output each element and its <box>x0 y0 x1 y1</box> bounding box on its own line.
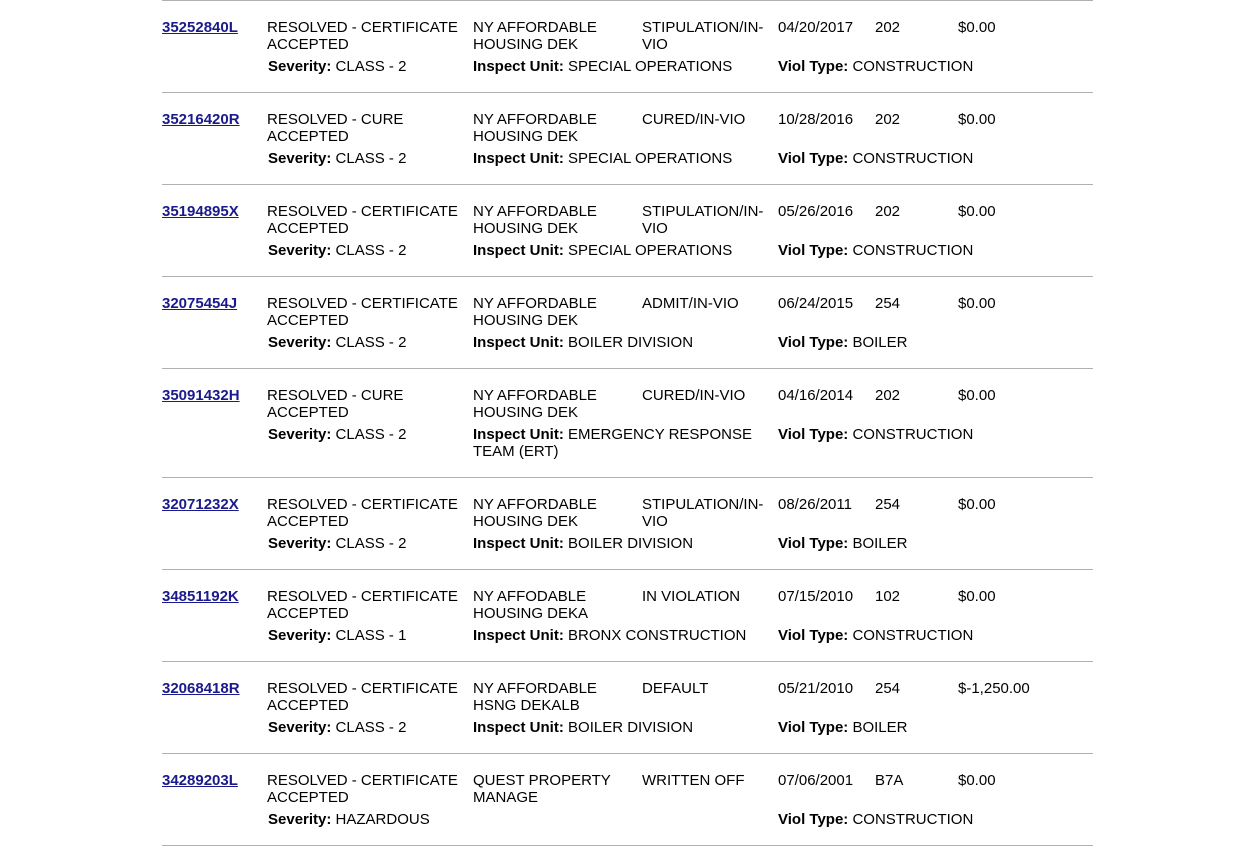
violation-id-link[interactable]: 35216420R <box>162 111 240 128</box>
code-text: 202 <box>875 203 901 220</box>
list-item <box>162 0 1093 92</box>
inspect-unit-label: Inspect Unit: <box>473 334 564 351</box>
viol-type-label: Viol Type: <box>778 334 849 351</box>
viol-type-value: CONSTRUCTION <box>852 426 974 443</box>
severity-label: Severity: <box>268 535 332 552</box>
code-text: B7A <box>875 772 904 789</box>
amount-text: $0.00 <box>958 19 996 36</box>
status-text: RESOLVED - CERTIFICATE ACCEPTED <box>267 772 458 806</box>
viol-type-label: Viol Type: <box>778 242 849 259</box>
inspect-unit-value: BOILER DIVISION <box>568 334 694 351</box>
inspect-unit-label: Inspect Unit: <box>473 627 564 644</box>
severity-label: Severity: <box>268 426 332 443</box>
violations-list <box>162 0 1093 846</box>
inspect-unit-field <box>473 426 763 460</box>
list-item <box>162 661 1093 753</box>
viol-type-label: Viol Type: <box>778 627 849 644</box>
severity-label: Severity: <box>268 811 332 828</box>
severity-label: Severity: <box>268 627 332 644</box>
viol-type-value: CONSTRUCTION <box>852 811 974 828</box>
disposition-text: STIPULATION/IN-VIO <box>642 496 764 530</box>
severity-label: Severity: <box>268 150 332 167</box>
date-text: 08/26/2011 <box>778 496 852 513</box>
inspect-unit-field <box>473 535 763 552</box>
code-text: 254 <box>875 680 901 697</box>
severity-field <box>268 334 406 351</box>
violation-id-cell <box>162 772 262 789</box>
respondent-text: NY AFFORDABLE HOUSING DEK <box>473 111 597 145</box>
viol-type-value: CONSTRUCTION <box>852 627 974 644</box>
violation-id-cell <box>162 387 262 404</box>
viol-type-value: BOILER <box>852 719 908 736</box>
viol-type-label: Viol Type: <box>778 426 849 443</box>
disposition-text: ADMIT/IN-VIO <box>642 295 739 312</box>
inspect-unit-label: Inspect Unit: <box>473 150 564 167</box>
amount-text: $0.00 <box>958 588 996 605</box>
severity-field <box>268 58 406 75</box>
viol-type-field <box>778 719 908 736</box>
status-text: RESOLVED - CERTIFICATE ACCEPTED <box>267 19 458 53</box>
amount-text: $0.00 <box>958 387 996 404</box>
amount-text: $0.00 <box>958 295 996 312</box>
violation-id-link[interactable]: 35252840L <box>162 19 238 36</box>
amount-text: $0.00 <box>958 496 996 513</box>
date-text: 07/15/2010 <box>778 588 854 605</box>
viol-type-field <box>778 535 908 552</box>
respondent-text: QUEST PROPERTY MANAGE <box>473 772 611 806</box>
violation-id-cell <box>162 680 262 697</box>
inspect-unit-field <box>473 627 763 644</box>
viol-type-field <box>778 150 973 167</box>
respondent-text: NY AFFORDABLE HSNG DEKALB <box>473 680 597 714</box>
inspect-unit-value: BOILER DIVISION <box>568 719 694 736</box>
amount-text: $0.00 <box>958 203 996 220</box>
code-text: 202 <box>875 19 901 36</box>
severity-value: CLASS - 2 <box>335 426 407 443</box>
status-text: RESOLVED - CERTIFICATE ACCEPTED <box>267 680 458 714</box>
viol-type-field <box>778 334 908 351</box>
amount-text: $-1,250.00 <box>958 680 1030 697</box>
viol-type-label: Viol Type: <box>778 150 849 167</box>
inspect-unit-label: Inspect Unit: <box>473 58 564 75</box>
date-text: 04/16/2014 <box>778 387 854 404</box>
respondent-text: NY AFFORDABLE HOUSING DEK <box>473 203 597 237</box>
list-item <box>162 92 1093 184</box>
inspect-unit-value: SPECIAL OPERATIONS <box>568 150 733 167</box>
viol-type-value: CONSTRUCTION <box>852 242 974 259</box>
status-text: RESOLVED - CERTIFICATE ACCEPTED <box>267 203 458 237</box>
violation-id-link[interactable]: 35091432H <box>162 387 240 404</box>
violation-id-link[interactable]: 32068418R <box>162 680 240 697</box>
list-item <box>162 569 1093 661</box>
severity-value: HAZARDOUS <box>335 811 430 828</box>
inspect-unit-value: BOILER DIVISION <box>568 535 694 552</box>
code-text: 202 <box>875 111 901 128</box>
amount-text: $0.00 <box>958 111 996 128</box>
severity-field <box>268 719 406 736</box>
list-item <box>162 184 1093 276</box>
inspect-unit-field <box>473 719 763 736</box>
inspect-unit-label: Inspect Unit: <box>473 426 564 443</box>
viol-type-label: Viol Type: <box>778 811 849 828</box>
respondent-text: NY AFFORDABLE HOUSING DEK <box>473 496 597 530</box>
viol-type-field <box>778 627 973 644</box>
disposition-text: STIPULATION/IN-VIO <box>642 203 764 237</box>
viol-type-value: BOILER <box>852 334 908 351</box>
respondent-text: NY AFFORDABLE HOUSING DEK <box>473 387 597 421</box>
severity-field <box>268 242 406 259</box>
list-item <box>162 368 1093 477</box>
code-text: 102 <box>875 588 901 605</box>
inspect-unit-label: Inspect Unit: <box>473 242 564 259</box>
date-text: 05/26/2016 <box>778 203 854 220</box>
violation-id-cell <box>162 203 262 220</box>
violation-id-link[interactable]: 32071232X <box>162 496 239 513</box>
inspect-unit-value: SPECIAL OPERATIONS <box>568 242 733 259</box>
list-item <box>162 753 1093 846</box>
respondent-text: NY AFFODABLE HOUSING DEKA <box>473 588 589 622</box>
severity-value: CLASS - 2 <box>335 334 407 351</box>
disposition-text: WRITTEN OFF <box>642 772 745 789</box>
disposition-text: IN VIOLATION <box>642 588 741 605</box>
inspect-unit-value: EMERGENCY RESPONSE TEAM (ERT) <box>473 426 752 460</box>
disposition-text: STIPULATION/IN-VIO <box>642 19 764 53</box>
violation-id-cell <box>162 588 262 605</box>
violation-id-cell <box>162 496 262 513</box>
violation-id-cell <box>162 295 262 312</box>
disposition-text: CURED/IN-VIO <box>642 387 746 404</box>
status-text: RESOLVED - CERTIFICATE ACCEPTED <box>267 496 458 530</box>
severity-field <box>268 150 406 167</box>
inspect-unit-value: SPECIAL OPERATIONS <box>568 58 733 75</box>
date-text: 07/06/2001 <box>778 772 854 789</box>
violation-id-cell <box>162 19 262 36</box>
inspect-unit-label: Inspect Unit: <box>473 535 564 552</box>
list-item <box>162 477 1093 569</box>
status-text: RESOLVED - CURE ACCEPTED <box>267 387 404 421</box>
respondent-text: NY AFFORDABLE HOUSING DEK <box>473 295 597 329</box>
severity-field <box>268 627 406 644</box>
violation-id-link[interactable]: 35194895X <box>162 203 239 220</box>
code-text: 254 <box>875 496 901 513</box>
severity-field <box>268 426 406 443</box>
status-text: RESOLVED - CERTIFICATE ACCEPTED <box>267 295 458 329</box>
status-text: RESOLVED - CERTIFICATE ACCEPTED <box>267 588 458 622</box>
violation-id-link[interactable]: 34289203L <box>162 772 238 789</box>
status-text: RESOLVED - CURE ACCEPTED <box>267 111 404 145</box>
violation-id-link[interactable]: 34851192K <box>162 588 239 605</box>
inspect-unit-field <box>473 334 763 351</box>
viol-type-label: Viol Type: <box>778 719 849 736</box>
inspect-unit-field <box>473 150 763 167</box>
viol-type-value: CONSTRUCTION <box>852 58 974 75</box>
date-text: 06/24/2015 <box>778 295 854 312</box>
inspect-unit-field <box>473 58 763 75</box>
violation-id-link[interactable]: 32075454J <box>162 295 238 312</box>
code-text: 254 <box>875 295 901 312</box>
viol-type-value: BOILER <box>852 535 908 552</box>
severity-value: CLASS - 2 <box>335 719 407 736</box>
inspect-unit-field <box>473 242 763 259</box>
inspect-unit-label: Inspect Unit: <box>473 719 564 736</box>
severity-label: Severity: <box>268 242 332 259</box>
disposition-text: DEFAULT <box>642 680 709 697</box>
severity-label: Severity: <box>268 58 332 75</box>
severity-label: Severity: <box>268 719 332 736</box>
viol-type-label: Viol Type: <box>778 535 849 552</box>
viol-type-field <box>778 811 973 828</box>
viol-type-field <box>778 58 973 75</box>
viol-type-field <box>778 426 973 443</box>
viol-type-label: Viol Type: <box>778 58 849 75</box>
severity-value: CLASS - 2 <box>335 242 407 259</box>
inspect-unit-value: BRONX CONSTRUCTION <box>568 627 747 644</box>
disposition-text: CURED/IN-VIO <box>642 111 746 128</box>
date-text: 10/28/2016 <box>778 111 854 128</box>
severity-field <box>268 535 406 552</box>
amount-text: $0.00 <box>958 772 996 789</box>
list-item <box>162 276 1093 368</box>
viol-type-field <box>778 242 973 259</box>
severity-label: Severity: <box>268 334 332 351</box>
code-text: 202 <box>875 387 901 404</box>
respondent-text: NY AFFORDABLE HOUSING DEK <box>473 19 597 53</box>
severity-value: CLASS - 2 <box>335 58 407 75</box>
severity-field <box>268 811 430 828</box>
severity-value: CLASS - 1 <box>335 627 407 644</box>
violation-id-cell <box>162 111 262 128</box>
date-text: 04/20/2017 <box>778 19 854 36</box>
severity-value: CLASS - 2 <box>335 150 407 167</box>
viol-type-value: CONSTRUCTION <box>852 150 974 167</box>
date-text: 05/21/2010 <box>778 680 854 697</box>
severity-value: CLASS - 2 <box>335 535 407 552</box>
